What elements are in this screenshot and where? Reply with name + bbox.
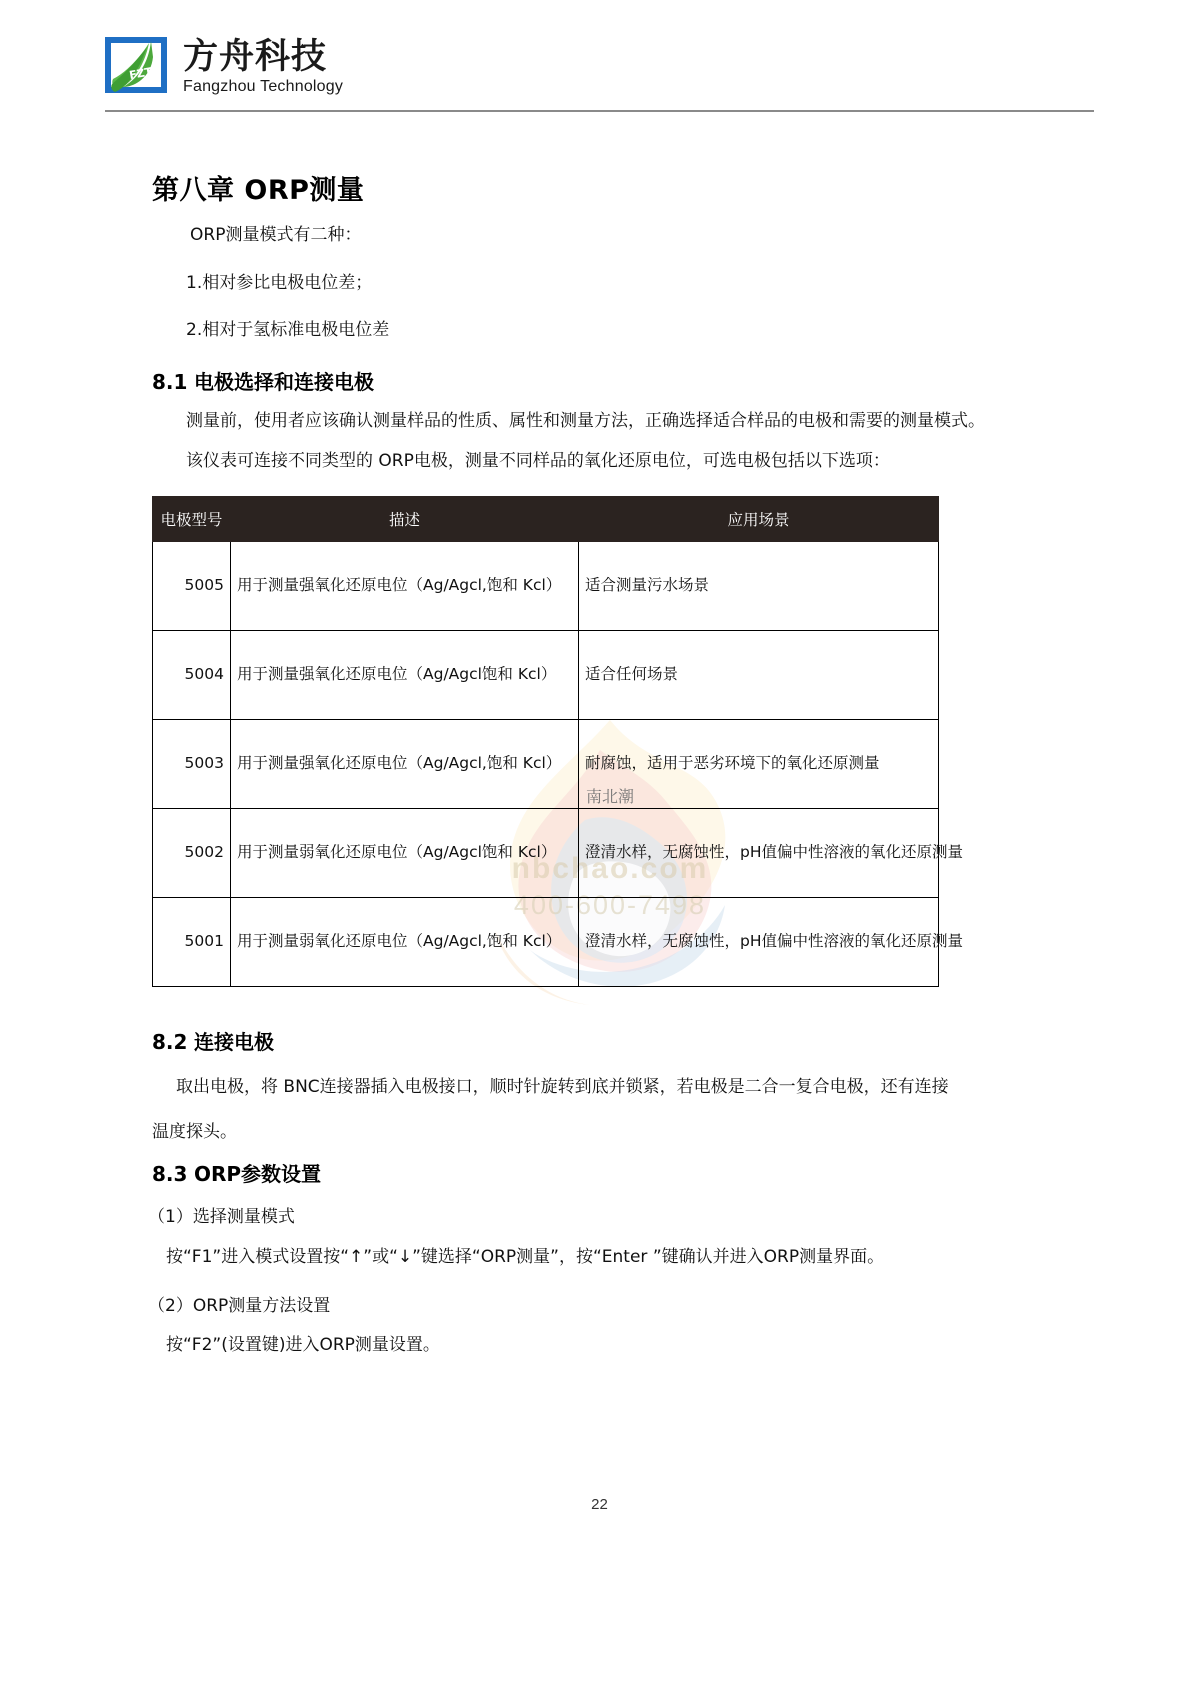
- table-header-scene: 应用场景: [579, 497, 939, 542]
- cell-model: 5002: [153, 809, 231, 898]
- cell-model: 5001: [153, 898, 231, 987]
- cell-model: 5004: [153, 631, 231, 720]
- cell-scene: 适合任何场景: [579, 631, 939, 720]
- cell-scene: 耐腐蚀，适用于恶劣环境下的氧化还原测量: [579, 720, 939, 809]
- table-row: [153, 809, 939, 898]
- cell-scene: 适合测量污水场景: [579, 542, 939, 631]
- svg-text:FZT: FZT: [128, 64, 154, 82]
- chapter-intro: ORP测量模式有二种：: [190, 225, 362, 245]
- sail-leaf-logo-icon: [105, 37, 171, 99]
- table-row: [153, 542, 939, 631]
- cell-desc: 用于测量强氧化还原电位（Ag/Agcl,饱和 Kcl）: [231, 720, 579, 809]
- section-number-83: 8.3: [152, 1162, 188, 1186]
- cell-desc: 用于测量强氧化还原电位（Ag/Agcl,饱和 Kcl）: [231, 542, 579, 631]
- company-name-cn: 方舟科技: [183, 37, 328, 77]
- section-heading-82: [152, 1026, 274, 1055]
- cell-desc: 用于测量弱氧化还原电位（Ag/Agcl,饱和 Kcl）: [231, 898, 579, 987]
- mode-item-1: 1.相对参比电极电位差；: [186, 273, 373, 293]
- electrode-table: [152, 496, 963, 987]
- table-row: [153, 631, 939, 720]
- section-83-item1-body: 按“F1”进入模式设置按“↑”或“↓”键选择“ORP测量”，按“Enter ”键确认并进入ORP测量界面。: [166, 1247, 885, 1267]
- table-row: [153, 898, 939, 987]
- cell-desc: 用于测量弱氧化还原电位（Ag/Agcl饱和 Kcl）: [231, 809, 579, 898]
- section-81-para-2: 该仪表可连接不同类型的 ORP电极，测量不同样品的氧化还原电位，可选电极包括以下选项：: [186, 451, 890, 471]
- table-header-row: [153, 497, 939, 542]
- table-row: [153, 720, 939, 809]
- section-title-83: ORP参数设置: [194, 1162, 322, 1186]
- table-header-desc: 描述: [231, 497, 579, 542]
- company-logo: [105, 30, 1094, 105]
- section-number-81: 8.1: [152, 370, 188, 394]
- electrode-table-wrapper: [152, 496, 963, 987]
- section-83-item1-label: （1）选择测量模式: [148, 1207, 295, 1227]
- section-83-item2-body: 按“F2”(设置键)进入ORP测量设置。: [166, 1335, 440, 1355]
- cell-desc: 用于测量强氧化还原电位（Ag/Agcl饱和 Kcl）: [231, 631, 579, 720]
- chapter-title: 第八章 ORP测量: [152, 175, 365, 206]
- section-83-item2-label: （2）ORP测量方法设置: [148, 1296, 331, 1316]
- section-heading-83: [152, 1158, 321, 1187]
- watermark-text-site: nbchao.com: [511, 852, 709, 885]
- watermark-text-tel: 400-600-7498: [513, 890, 707, 920]
- cell-model: 5005: [153, 542, 231, 631]
- logo-wordmark: [183, 37, 344, 95]
- cell-scene: 澄清水样，无腐蚀性，pH值偏中性溶液的氧化还原测量: [579, 898, 939, 987]
- page-number: 22: [591, 1496, 608, 1513]
- section-81-para-1: 测量前，使用者应该确认测量样品的性质、属性和测量方法，正确选择适合样品的电极和需要的测量模式。: [186, 411, 985, 431]
- section-82-para-line2: 温度探头。: [152, 1122, 237, 1142]
- cell-scene: 澄清水样，无腐蚀性，pH值偏中性溶液的氧化还原测量: [579, 809, 939, 898]
- company-name-en: Fangzhou Technology: [183, 78, 344, 95]
- table-header-model: 电极型号: [153, 497, 231, 542]
- section-title-82: 连接电极: [194, 1030, 274, 1054]
- header-divider: [105, 110, 1094, 112]
- page-header: [105, 30, 1094, 105]
- watermark-text-cn: 南北潮: [585, 789, 634, 806]
- cell-model: 5003: [153, 720, 231, 809]
- section-number-82: 8.2: [152, 1030, 188, 1054]
- section-heading-81: [152, 366, 374, 395]
- mode-item-2: 2.相对于氢标准电极电位差: [186, 320, 390, 340]
- section-82-para-line1: 取出电极，将 BNC连接器插入电极接口，顺时针旋转到底并锁紧，若电极是二合一复合电极，还有连接: [176, 1077, 949, 1097]
- section-title-81: 电极选择和连接电极: [194, 370, 374, 394]
